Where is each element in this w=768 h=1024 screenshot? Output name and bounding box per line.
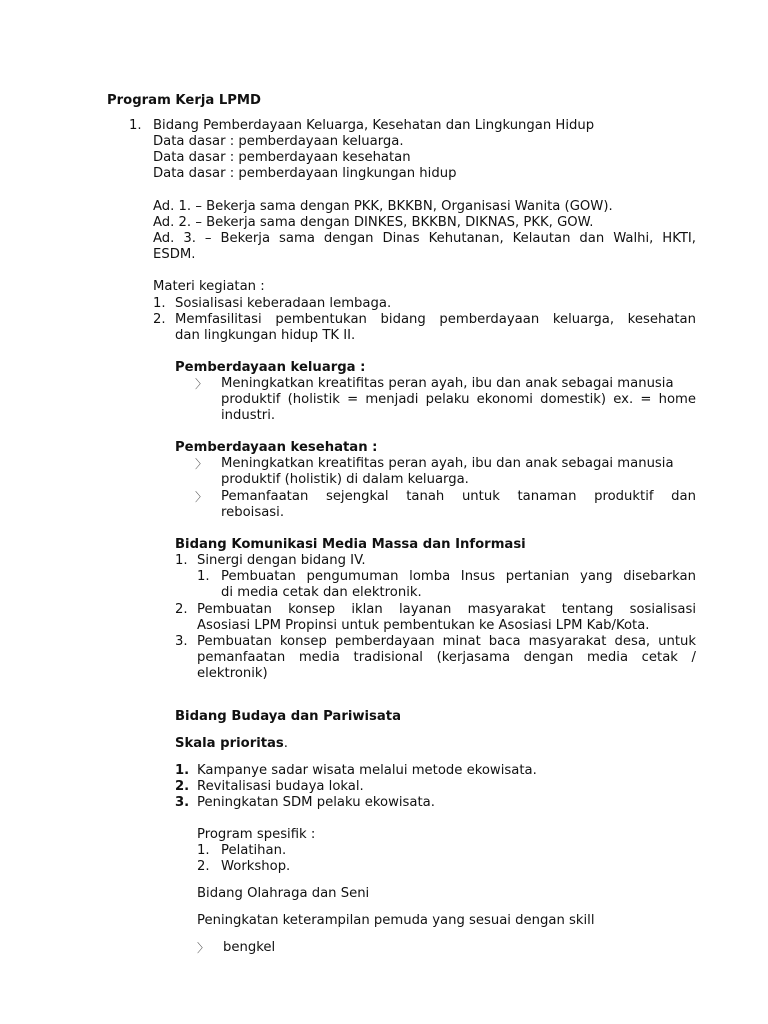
ad-line: Ad. 3. – Bekerja sama dengan Dinas Kehutanan, Kelautan dan Walhi, HKTI, bbox=[153, 231, 696, 246]
list-item: di media cetak dan elektronik. bbox=[221, 585, 422, 600]
list-number: 2. bbox=[153, 312, 166, 327]
bullet-icon: 〉 bbox=[195, 457, 208, 471]
section-heading: Bidang Pemberdayaan Keluarga, Kesehatan dan Lingkungan Hidup bbox=[153, 118, 595, 133]
list-item: Pelatihan. bbox=[221, 843, 287, 858]
data-dasar-line: Data dasar : pemberdayaan lingkungan hidup bbox=[153, 166, 457, 181]
skala-heading bbox=[175, 736, 288, 752]
list-item: dan lingkungan hidup TK II. bbox=[175, 328, 356, 343]
list-item: Asosiasi LPM Propinsi untuk pembentukan ke Asosiasi LPM Kab/Kota. bbox=[197, 618, 650, 633]
subsection-heading: Pemberdayaan kesehatan : bbox=[175, 440, 378, 455]
paragraph: Peningkatan keterampilan pemuda yang sesuai dengan skill bbox=[197, 913, 595, 928]
list-item: Revitalisasi budaya lokal. bbox=[197, 779, 364, 794]
list-item: Kampanye sadar wisata melalui metode ekowisata. bbox=[197, 763, 537, 778]
spesifik-label: Program spesifik : bbox=[197, 827, 316, 842]
list-item: Memfasilitasi pembentukan bidang pemberdayaan keluarga, kesehatan bbox=[175, 312, 696, 327]
bullet-text: Meningkatkan kreatifitas peran ayah, ibu dan anak sebagai manusia bbox=[221, 376, 674, 391]
data-dasar-line: Data dasar : pemberdayaan kesehatan bbox=[153, 150, 411, 165]
data-dasar-line: Data dasar : pemberdayaan keluarga. bbox=[153, 134, 404, 149]
list-number: 1. bbox=[175, 763, 190, 778]
bullet-icon: 〉 bbox=[195, 490, 208, 504]
ad-line: Ad. 2. – Bekerja sama dengan DINKES, BKKBN, DIKNAS, PKK, GOW. bbox=[153, 215, 594, 230]
materi-label: Materi kegiatan : bbox=[153, 279, 265, 294]
bullet-icon: 〉 bbox=[195, 377, 208, 391]
list-item: Pembuatan konsep pemberdayaan minat baca masyarakat desa, untuk bbox=[197, 634, 696, 649]
list-number: 1. bbox=[197, 843, 210, 858]
list-number: 2. bbox=[197, 859, 210, 874]
list-number: 1. bbox=[197, 569, 210, 584]
list-item: elektronik) bbox=[197, 666, 268, 681]
document-title: Program Kerja LPMD bbox=[107, 93, 261, 108]
list-item: Pembuatan konsep iklan layanan masyarakat tentang sosialisasi bbox=[197, 602, 696, 617]
list-item: pemanfaatan media tradisional (kerjasama dengan media cetak / bbox=[197, 650, 696, 665]
list-number: 2. bbox=[175, 779, 190, 794]
bullet-text: produktif (holistik = menjadi pelaku ekonomi domestik) ex. = home bbox=[221, 392, 696, 407]
list-item: Workshop. bbox=[221, 859, 291, 874]
bullet-text: produktif (holistik) di dalam keluarga. bbox=[221, 472, 469, 487]
list-item: Peningkatan SDM pelaku ekowisata. bbox=[197, 795, 435, 810]
bullet-text: Meningkatkan kreatifitas peran ayah, ibu dan anak sebagai manusia bbox=[221, 456, 674, 471]
bullet-icon: 〉 bbox=[197, 941, 210, 955]
ad-line: ESDM. bbox=[153, 247, 196, 262]
bullet-text: bengkel bbox=[223, 940, 276, 955]
subsection-heading: Pemberdayaan keluarga : bbox=[175, 360, 366, 375]
list-number: 3. bbox=[175, 795, 190, 810]
subsection-heading: Bidang Komunikasi Media Massa dan Informasi bbox=[175, 537, 526, 552]
section-number: 1. bbox=[129, 118, 142, 133]
list-number: 3. bbox=[175, 634, 188, 649]
subsection-heading: Bidang Olahraga dan Seni bbox=[197, 886, 370, 901]
subsection-heading: Bidang Budaya dan Pariwisata bbox=[175, 709, 401, 724]
bullet-text: reboisasi. bbox=[221, 505, 285, 520]
skala-dot: . bbox=[283, 736, 288, 751]
list-item: Sosialisasi keberadaan lembaga. bbox=[175, 296, 392, 311]
list-item: Pembuatan pengumuman lomba Insus pertanian yang disebarkan bbox=[221, 569, 696, 584]
list-number: 1. bbox=[153, 296, 166, 311]
list-number: 1. bbox=[175, 553, 188, 568]
bullet-text: Pemanfaatan sejengkal tanah untuk tanaman produktif dan bbox=[221, 489, 696, 504]
ad-line: Ad. 1. – Bekerja sama dengan PKK, BKKBN, Organisasi Wanita (GOW). bbox=[153, 199, 613, 214]
skala-label: Skala prioritas bbox=[175, 736, 284, 751]
list-item: Sinergi dengan bidang IV. bbox=[197, 553, 366, 568]
bullet-text: industri. bbox=[221, 408, 276, 423]
list-number: 2. bbox=[175, 602, 188, 617]
